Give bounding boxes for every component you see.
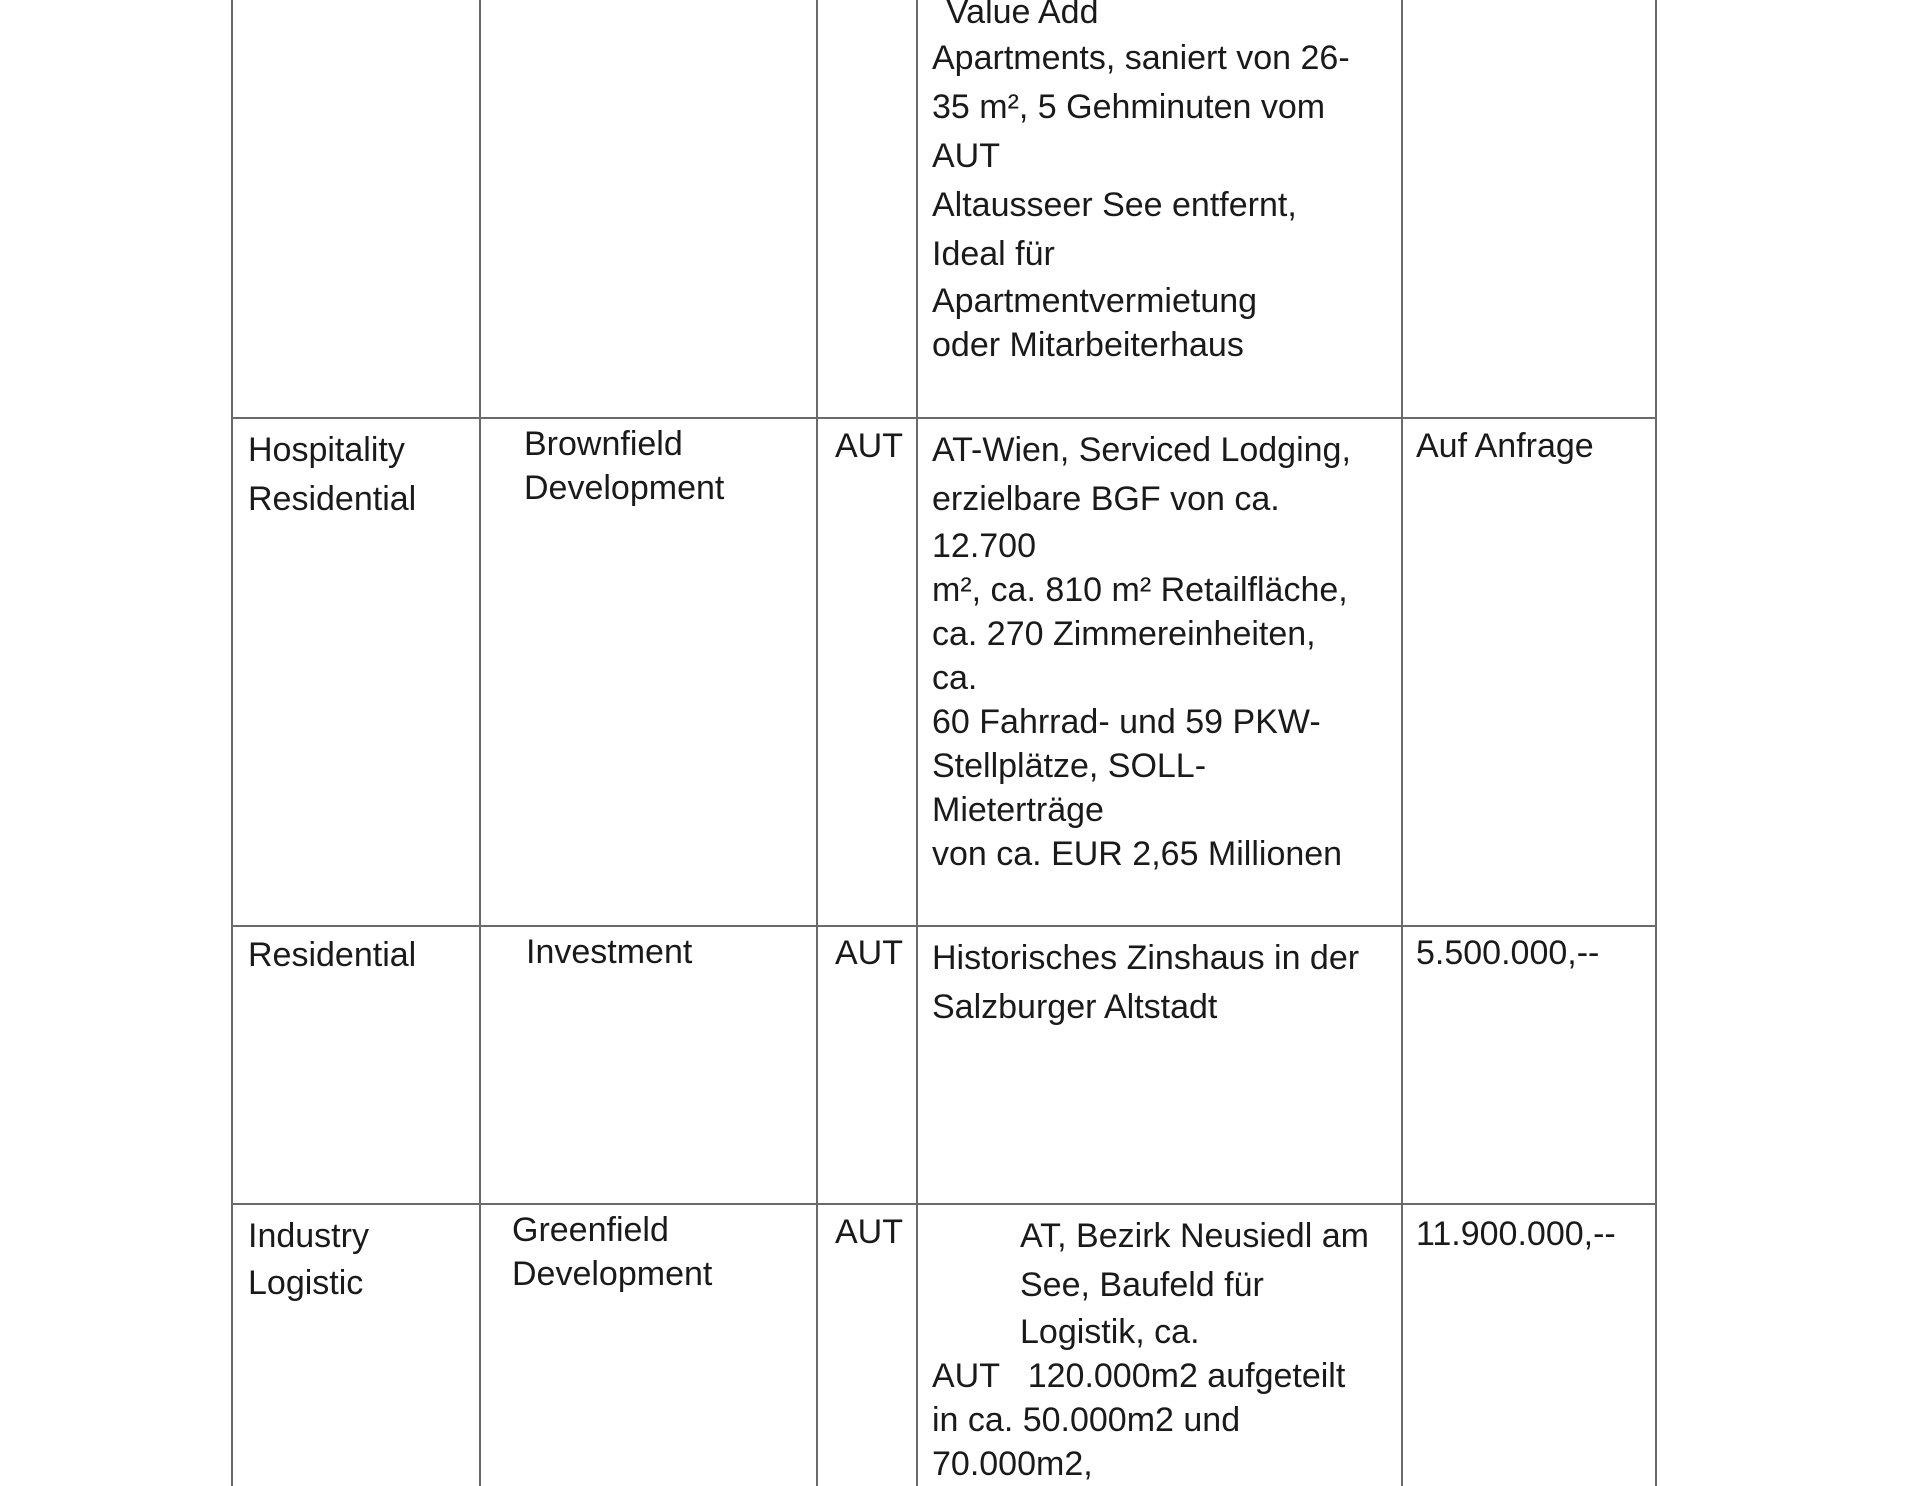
row-divider-1 xyxy=(231,417,1656,419)
row-divider-2 xyxy=(231,925,1656,927)
table-border-right xyxy=(1655,0,1657,1486)
text-line: ca. xyxy=(932,659,978,697)
text-line: 5.500.000,-- xyxy=(1416,934,1600,972)
text-line: Logistik, ca. xyxy=(1020,1313,1200,1351)
text-line: Mieterträge xyxy=(932,791,1104,829)
row-divider-3 xyxy=(231,1203,1656,1205)
text-line: Logistic xyxy=(248,1264,364,1302)
row-3-sector xyxy=(248,933,416,977)
text-line: AUT xyxy=(835,1213,903,1251)
text-line: 11.900.000,-- xyxy=(1416,1215,1616,1253)
text-line: Ideal für xyxy=(932,235,1055,273)
text-line: Residential xyxy=(248,480,417,518)
text-line: in ca. 50.000m2 und xyxy=(932,1401,1241,1439)
text-line: Apartments, saniert von 26- xyxy=(932,39,1350,77)
text-line: Stellplätze, SOLL- xyxy=(932,747,1207,785)
row-3-description xyxy=(932,931,1359,1029)
text-line: Altausseer See entfernt, xyxy=(932,186,1297,224)
row-4-sector xyxy=(248,1212,369,1305)
text-line: Development xyxy=(512,1255,713,1293)
row-4-type xyxy=(512,1208,712,1296)
text-line: Greenfield xyxy=(512,1211,669,1249)
row-3-price xyxy=(1416,931,1599,975)
text-line: Investment xyxy=(526,933,693,971)
text-line: 70.000m2, xyxy=(932,1445,1093,1483)
text-line: Brownfield xyxy=(524,425,683,463)
column-divider-1 xyxy=(479,0,481,1486)
row-4-price xyxy=(1416,1212,1616,1256)
text-line: See, Baufeld für xyxy=(1020,1266,1264,1304)
text-line: Apartmentvermietung xyxy=(932,282,1258,320)
text-line: 35 m², 5 Gehminuten vom xyxy=(932,88,1326,126)
row-4-description xyxy=(932,1212,1369,1486)
row-3-type xyxy=(526,930,692,974)
row-4-country xyxy=(835,1210,903,1254)
text-line: m², ca. 810 m² Retailfläche, xyxy=(932,571,1348,609)
column-divider-4 xyxy=(1401,0,1403,1486)
row-2-country xyxy=(835,424,903,468)
row-1-description xyxy=(932,0,1350,367)
row-2-sector xyxy=(248,426,416,524)
row-2-description xyxy=(932,426,1351,876)
text-line: Salzburger Altstadt xyxy=(932,988,1218,1026)
text-line: AT, Bezirk Neusiedl am xyxy=(1020,1217,1369,1255)
row-2-price xyxy=(1416,424,1594,468)
text-line: 60 Fahrrad- und 59 PKW- xyxy=(932,703,1321,741)
text-line: 12.700 xyxy=(932,527,1036,565)
row-2-type xyxy=(524,422,724,510)
column-divider-3 xyxy=(916,0,918,1486)
text-line: AUT xyxy=(932,137,1000,175)
text-line: erzielbare BGF von ca. xyxy=(932,480,1280,518)
text-line: Value Add xyxy=(946,0,1099,31)
table-border-left xyxy=(231,0,233,1486)
text-line: AT-Wien, Serviced Lodging, xyxy=(932,431,1351,469)
text-line: Residential xyxy=(248,936,417,974)
text-line: Historisches Zinshaus in der xyxy=(932,939,1360,977)
text-line: von ca. EUR 2,65 Millionen xyxy=(932,835,1343,873)
text-line: Industry xyxy=(248,1217,369,1255)
column-divider-2 xyxy=(816,0,818,1486)
text-line: AUT 120.000m2 aufgeteilt xyxy=(932,1357,1346,1395)
text-line: ca. 270 Zimmereinheiten, xyxy=(932,615,1316,653)
text-line: Auf Anfrage xyxy=(1416,427,1594,465)
text-line: Development xyxy=(524,469,725,507)
text-line: AUT xyxy=(835,427,903,465)
text-line: oder Mitarbeiterhaus xyxy=(932,326,1244,364)
row-3-country xyxy=(835,931,903,975)
text-line: AUT xyxy=(835,934,903,972)
text-line: Hospitality xyxy=(248,431,405,469)
